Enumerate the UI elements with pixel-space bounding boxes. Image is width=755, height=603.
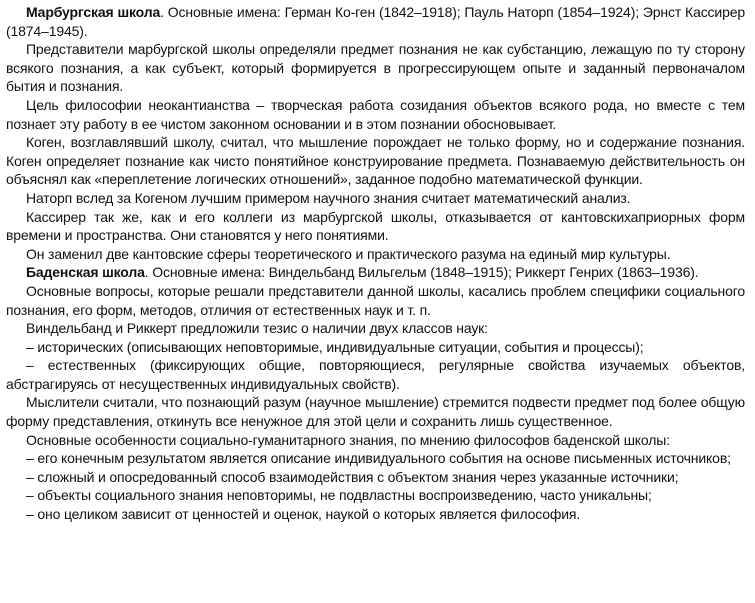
school-heading-baden: Баденская школа xyxy=(26,264,145,281)
paragraph xyxy=(6,245,745,264)
paragraph-text: – естественных (фиксирующих общие, повторяющиеся, регулярные свойства изучаемых объектов, абстрагируясь от несущественных индивидуальных свойств). xyxy=(6,357,745,392)
paragraph xyxy=(6,40,745,96)
paragraph-text: – исторических (описывающих неповторимые, индивидуальные ситуации, события и процессы); xyxy=(26,338,644,355)
paragraph-text: – оно целиком зависит от ценностей и оценок, наукой о которых является философия. xyxy=(26,506,581,523)
paragraph xyxy=(6,3,745,40)
paragraph-text: Представители марбургской школы определяли предмет познания не как субстанцию, лежащую по ту сторону всякого познания, а как субъект, который формируется в прогрессирующем опыте и заданный первоначалом бытия и познания. xyxy=(6,41,745,95)
paragraph xyxy=(6,133,745,189)
school-heading-marburg: Марбургская школа xyxy=(26,4,161,20)
paragraph-text: Виндельбанд и Риккерт предложили тезис о наличии двух классов наук: xyxy=(26,320,488,337)
list-item xyxy=(6,338,745,357)
paragraph-text: – его конечным результатом является описание индивидуального события на основе письменных источников; xyxy=(26,450,731,467)
paragraph-text: Цель философии неокантианства – творческая работа созидания объектов всякого рода, но вместе с тем познает эту работу в ее чистом законном основании и в этом познании обосновывает. xyxy=(6,96,745,132)
paragraph xyxy=(6,96,745,133)
paragraph xyxy=(6,431,745,450)
list-item xyxy=(6,449,745,468)
paragraph xyxy=(6,319,745,338)
list-item xyxy=(6,468,745,487)
paragraph-text: Он заменил две кантовские сферы теоретического и практического разума на единый мир культуры. xyxy=(26,245,671,262)
paragraph xyxy=(6,282,745,319)
paragraph-text: Мыслители считали, что познающий разум (научное мышление) стремится подвести предмет под более общую форму представления, откинуть все ненужное для этой цели и сохранить лишь существенное. xyxy=(6,394,745,430)
paragraph-text: Наторп вслед за Когеном лучшим примером научного знания считает математический анализ. xyxy=(26,189,631,206)
paragraph-text: – сложный и опосредованный способ взаимодействия с объектом знания через указанные источники; xyxy=(26,468,679,485)
paragraph xyxy=(6,208,745,245)
paragraph xyxy=(6,393,745,430)
paragraph-text: Основные особенности социально-гуманитарного знания, по мнению философов баденской школы: xyxy=(26,431,670,448)
paragraph-text: Кассирер так же, как и его коллеги из марбургской школы, отказывается от кантовскихаприорных форм времени и пространства. Они становятся у него понятиями. xyxy=(6,208,745,244)
paragraph-text: . Основные имена: Виндельбанд Вильгельм (1848–1915); Риккерт Генрих (1863–1936). xyxy=(144,264,699,281)
paragraph xyxy=(6,189,745,208)
list-item xyxy=(6,356,745,393)
paragraph-text: – объекты социального знания неповторимы, не подвластны воспроизведению, часто уникальны; xyxy=(26,487,652,504)
list-item xyxy=(6,505,745,524)
list-item xyxy=(6,486,745,505)
paragraph-text: . Основные имена: Герман Ко-ген (1842–1918); Пауль Наторп (1854–1924); Эрнст Кассирер (1874–1945). xyxy=(6,4,745,39)
paragraph-text: Коген, возглавлявший школу, считал, что мышление порождает не только форму, но и содержание познания. Коген определяет познание как чисто понятийное конструирование предмета. Познаваемую действительность он объяснял как «переплетение логических отношений», заданное подобно математической функции. xyxy=(6,134,745,188)
paragraph-text: Основные вопросы, которые решали представители данной школы, касались проблем специфики социального познания, его форм, методов, отличия от естественных наук и т. п. xyxy=(6,282,745,318)
paragraph xyxy=(6,263,745,282)
